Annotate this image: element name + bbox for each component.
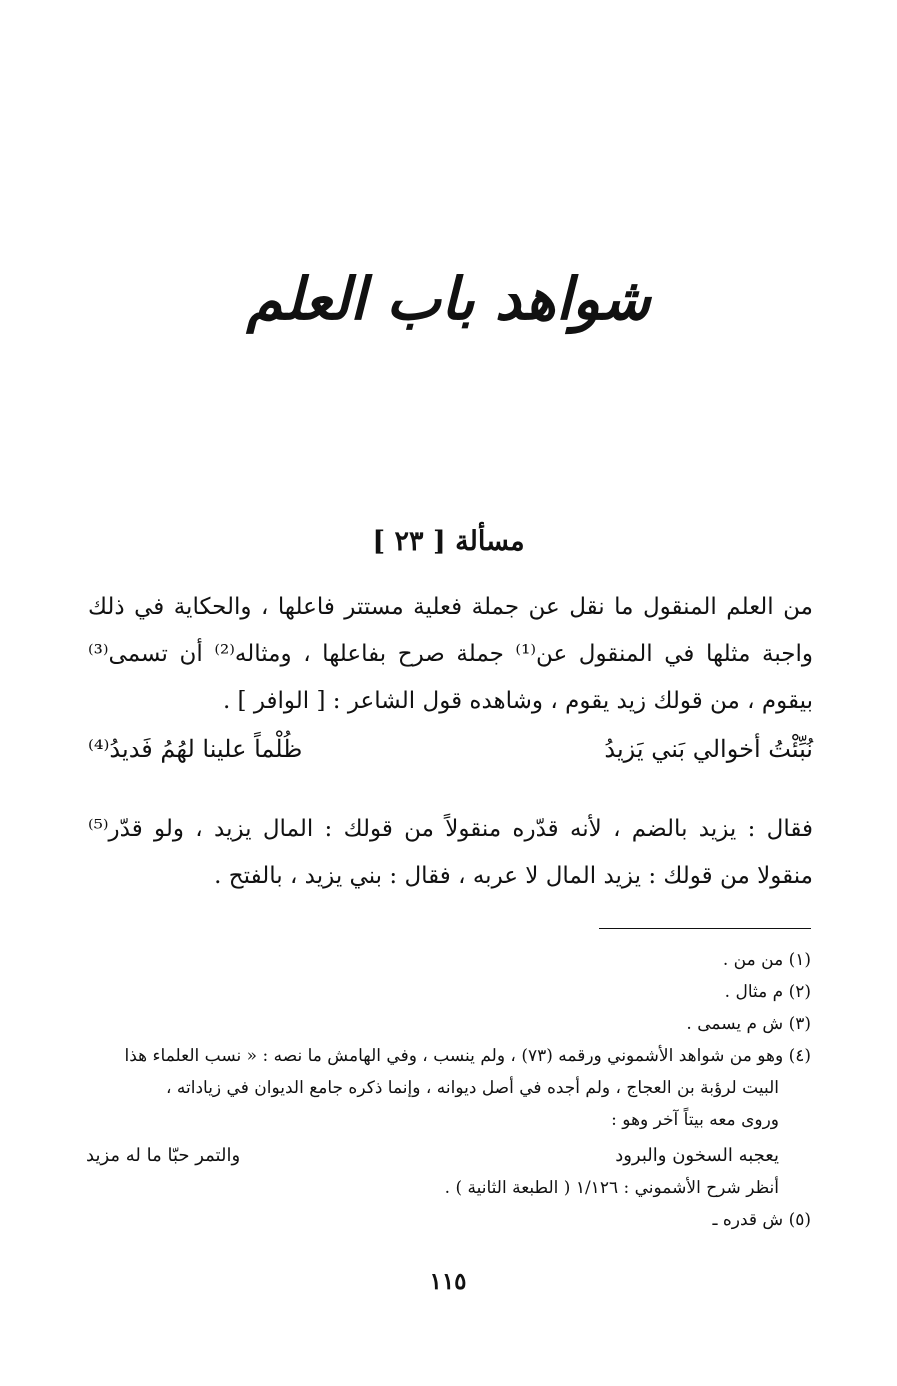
paragraph-text: من العلم المنقول ما نقل عن جملة فعلية مستتر فاعلها ، والحكاية في ذلك واجبة مثلها في المنقول عن⁽¹⁾ جملة صرح بفاعلها ، ومثاله⁽²⁾ أن تسمى⁽³⁾ بيقوم ، من قولك زيد يقوم ، وشاهده قول الشاعر : [ الوافر ] . <box>88 594 814 714</box>
verse-second-hemistich: ظُلْماً علينا لهُمُ فَديدُ⁽⁴⁾ <box>88 735 303 763</box>
footnote-4-line-1: (٤) وهو من شواهد الأشموني ورقمه (٧٣) ، ولم ينسب ، وفي الهامش ما نصه : « نسب العلماء هذا <box>124 1046 811 1066</box>
footnote-verse-first-hemistich: يعجبه السخون والبرود <box>615 1145 779 1166</box>
main-paragraph-1 <box>88 584 813 725</box>
footnote-2: (٢) م مثال . <box>724 982 811 1002</box>
footnote-4-line-2: البيت لرؤبة بن العجاج ، ولم أجده في أصل ديوانه ، وإنما ذكره جامع الديوان في زياداته ، <box>165 1078 779 1098</box>
footnotes-section <box>86 944 811 1236</box>
footnote-4-verse <box>86 1140 811 1172</box>
footnote-1: (١) من من . <box>722 950 811 970</box>
verse-first-hemistich: نُبِّئْتُ أخوالي بَني يَزيدُ <box>604 735 813 763</box>
footnote-divider <box>599 928 811 929</box>
chapter-title: شواهد باب العلم <box>246 265 651 333</box>
footnote-verse-second-hemistich: والتمر حبّا ما له مزيد <box>86 1145 241 1166</box>
paragraph-text: فقال : يزيد بالضم ، لأنه قدّره منقولاً من قولك : المال يزيد ، ولو قدّر⁽⁵⁾ منقولا من قولك : يزيد المال لا عربه ، فقال : بني يزيد ، بالفتح . <box>88 816 813 889</box>
poetry-verse <box>88 733 813 767</box>
main-paragraph-2 <box>88 806 813 900</box>
page-number: ١١٥ <box>429 1268 467 1295</box>
footnote-4-reference: أنظر شرح الأشموني : ١/١٢٦ ( الطبعة الثانية ) . <box>444 1178 779 1198</box>
footnote-3: (٣) ش م يسمى . <box>686 1014 811 1034</box>
issue-heading: مسألة [ ٢٣ ] <box>372 526 525 557</box>
footnote-4-line-3: وروى معه بيتاً آخر وهو : <box>611 1110 779 1130</box>
footnote-5: (٥) ش قدره ـ <box>712 1210 811 1230</box>
